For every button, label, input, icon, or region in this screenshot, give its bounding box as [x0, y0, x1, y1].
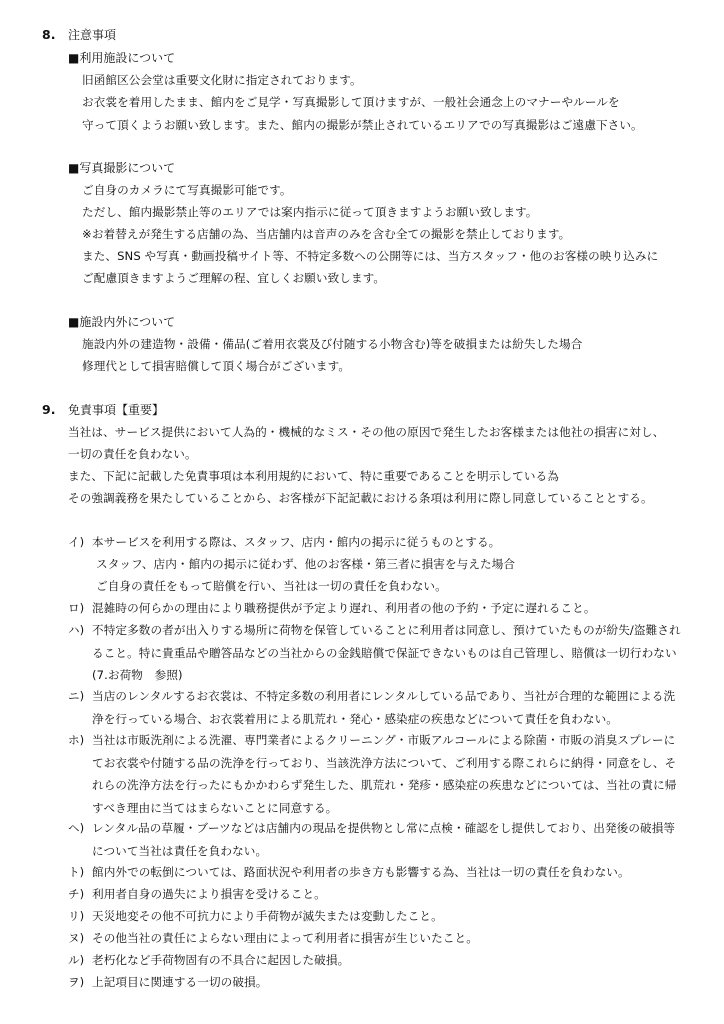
- item-marker: ロ): [68, 601, 85, 615]
- facility-line: 守って頂くようお願い致します。また、館内の撮影が禁止されているエリアでの写真撮影はご遠慮下さい。: [82, 118, 643, 132]
- item-marker: ト): [68, 865, 85, 879]
- item-text: 上記項目に関連する一切の破損。: [92, 975, 268, 989]
- item-marker: イ): [68, 535, 85, 549]
- disclaimer-intro-line: また、下記に記載した免責事項は本利用規約において、特に重要であることを明示している為: [68, 469, 559, 483]
- item-text: 天災地変その他不可抗力により手荷物が滅失または変動したこと。: [92, 909, 443, 923]
- item-text: 不特定多数の者が出入りする場所に荷物を保管していることに利用者は同意し、預けていたものが紛失/盗難されること。特に貴重品や贈答品などの当社からの金銭賠償で保証できないものは自己管理し、賠償は一切行わない(7.お荷物 参照): [92, 623, 681, 682]
- item-text: レンタル品の草履・ブーツなどは店舗内の現品を提供物とし常に点検・確認をし提供しており、出発後の破損等について当社は責任を負わない。: [92, 821, 676, 858]
- item-text: 混雑時の何らかの理由により職務提供が予定より遅れ、利用者の他の予約・予定に遅れること。: [92, 601, 596, 615]
- photo-line: ご自身のカメラにて写真撮影可能です。: [82, 183, 292, 197]
- photo-line: ただし、館内撮影禁止等のエリアでは案内指示に従って頂きますようお願い致します。: [82, 205, 538, 219]
- facility-heading: ■利用施設について: [68, 51, 176, 65]
- item-marker: ヲ): [68, 975, 85, 989]
- section-9-title: 免責事項【重要】: [68, 403, 165, 417]
- facility-line: 旧函館区公会堂は重要文化財に指定されております。: [82, 73, 362, 87]
- item-text: その他当社の責任によらない理由によって利用者に損害が生じいたこと。: [92, 931, 478, 945]
- item-text: 当社は市販洗剤による洗濯、専門業者によるクリーニング・市販アルコールによる除菌・市販の消臭スプレーにてお衣裳や付随する品の洗浄を行っており、当該洗浄方法について、ご利用する際これらに納得・同意をし、それらの洗浄方法を行ったにもかかわらず発生した、肌荒れ・発疹・感染症の疾患などについては、当社の責に帰すべき理由に当てはまらないことに同意する。: [92, 733, 677, 815]
- photo-heading: ■写真撮影について: [68, 161, 176, 175]
- disclaimer-intro-line: 当社は、サービス提供において人為的・機械的なミス・その他の原因で発生したお客様または他社の損害に対し、: [68, 425, 665, 439]
- item-marker: ル): [68, 953, 85, 967]
- item-marker: ハ): [68, 623, 85, 637]
- photo-line: ご配慮頂きますようご理解の程、宜しくお願い致します。: [82, 271, 386, 285]
- item-marker: ニ): [68, 689, 85, 703]
- item-marker: チ): [68, 887, 85, 901]
- item-text: 館内外での転倒については、路面状況や利用者の歩き方も影響する為、当社は一切の責任を負わない。: [92, 865, 630, 879]
- item-marker: ホ): [68, 733, 85, 747]
- damage-line: 修理代として損害賠償して頂く場合がございます。: [82, 359, 351, 373]
- disclaimer-intro-line: 一切の責任を負わない。: [68, 447, 197, 461]
- item-text: 本サービスを利用する際は、スタッフ、店内・館内の掲示に従うものとする。: [92, 535, 501, 549]
- facility-line: お衣裳を着用したまま、館内をご見学・写真撮影して頂けますが、一般社会通念上のマナーやルールを: [82, 95, 620, 109]
- section-8-title: 注意事項: [68, 28, 117, 42]
- item-text: 老朽化など手荷物固有の不具合に起因した破損。: [92, 953, 350, 967]
- section-8-number: 8.: [42, 27, 56, 42]
- item-sub-line: ご自身の責任をもって賠償を行い、当社は一切の責任を負わない。: [96, 579, 447, 593]
- damage-heading: ■施設内外について: [68, 315, 176, 329]
- item-marker: ヘ): [68, 821, 85, 835]
- item-marker: ヌ): [68, 931, 85, 945]
- item-sub-line: スタッフ、店内・館内の掲示に従わず、他のお客様・第三者に損害を与えた場合: [96, 557, 516, 571]
- item-text: 当店のレンタルするお衣裳は、不特定多数の利用者にレンタルしている品であり、当社が合理的な範囲による洗浄を行っている場合、お衣裳着用による肌荒れ・発心・感染症の疾患などについて責任を負わない。: [92, 689, 676, 726]
- item-text: 利用者自身の過失により損害を受けること。: [92, 887, 326, 901]
- section-9-number: 9.: [42, 402, 56, 417]
- disclaimer-intro-line: その強調義務を果たしていることから、お客様が下記記載における条項は利用に際し同意していることとする。: [68, 491, 653, 505]
- item-marker: リ): [68, 909, 85, 923]
- damage-line: 施設内外の建造物・設備・備品(ご着用衣裳及び付随する小物含む)等を破損または紛失した場合: [82, 337, 583, 351]
- photo-line: ※お着替えが発生する店舗の為、当店舗内は音声のみを含む全ての撮影を禁止しております。: [82, 227, 571, 241]
- photo-line: また、SNS や写真・動画投稿サイト等、不特定多数への公開等には、当方スタッフ・他のお客様の映り込みに: [82, 249, 659, 263]
